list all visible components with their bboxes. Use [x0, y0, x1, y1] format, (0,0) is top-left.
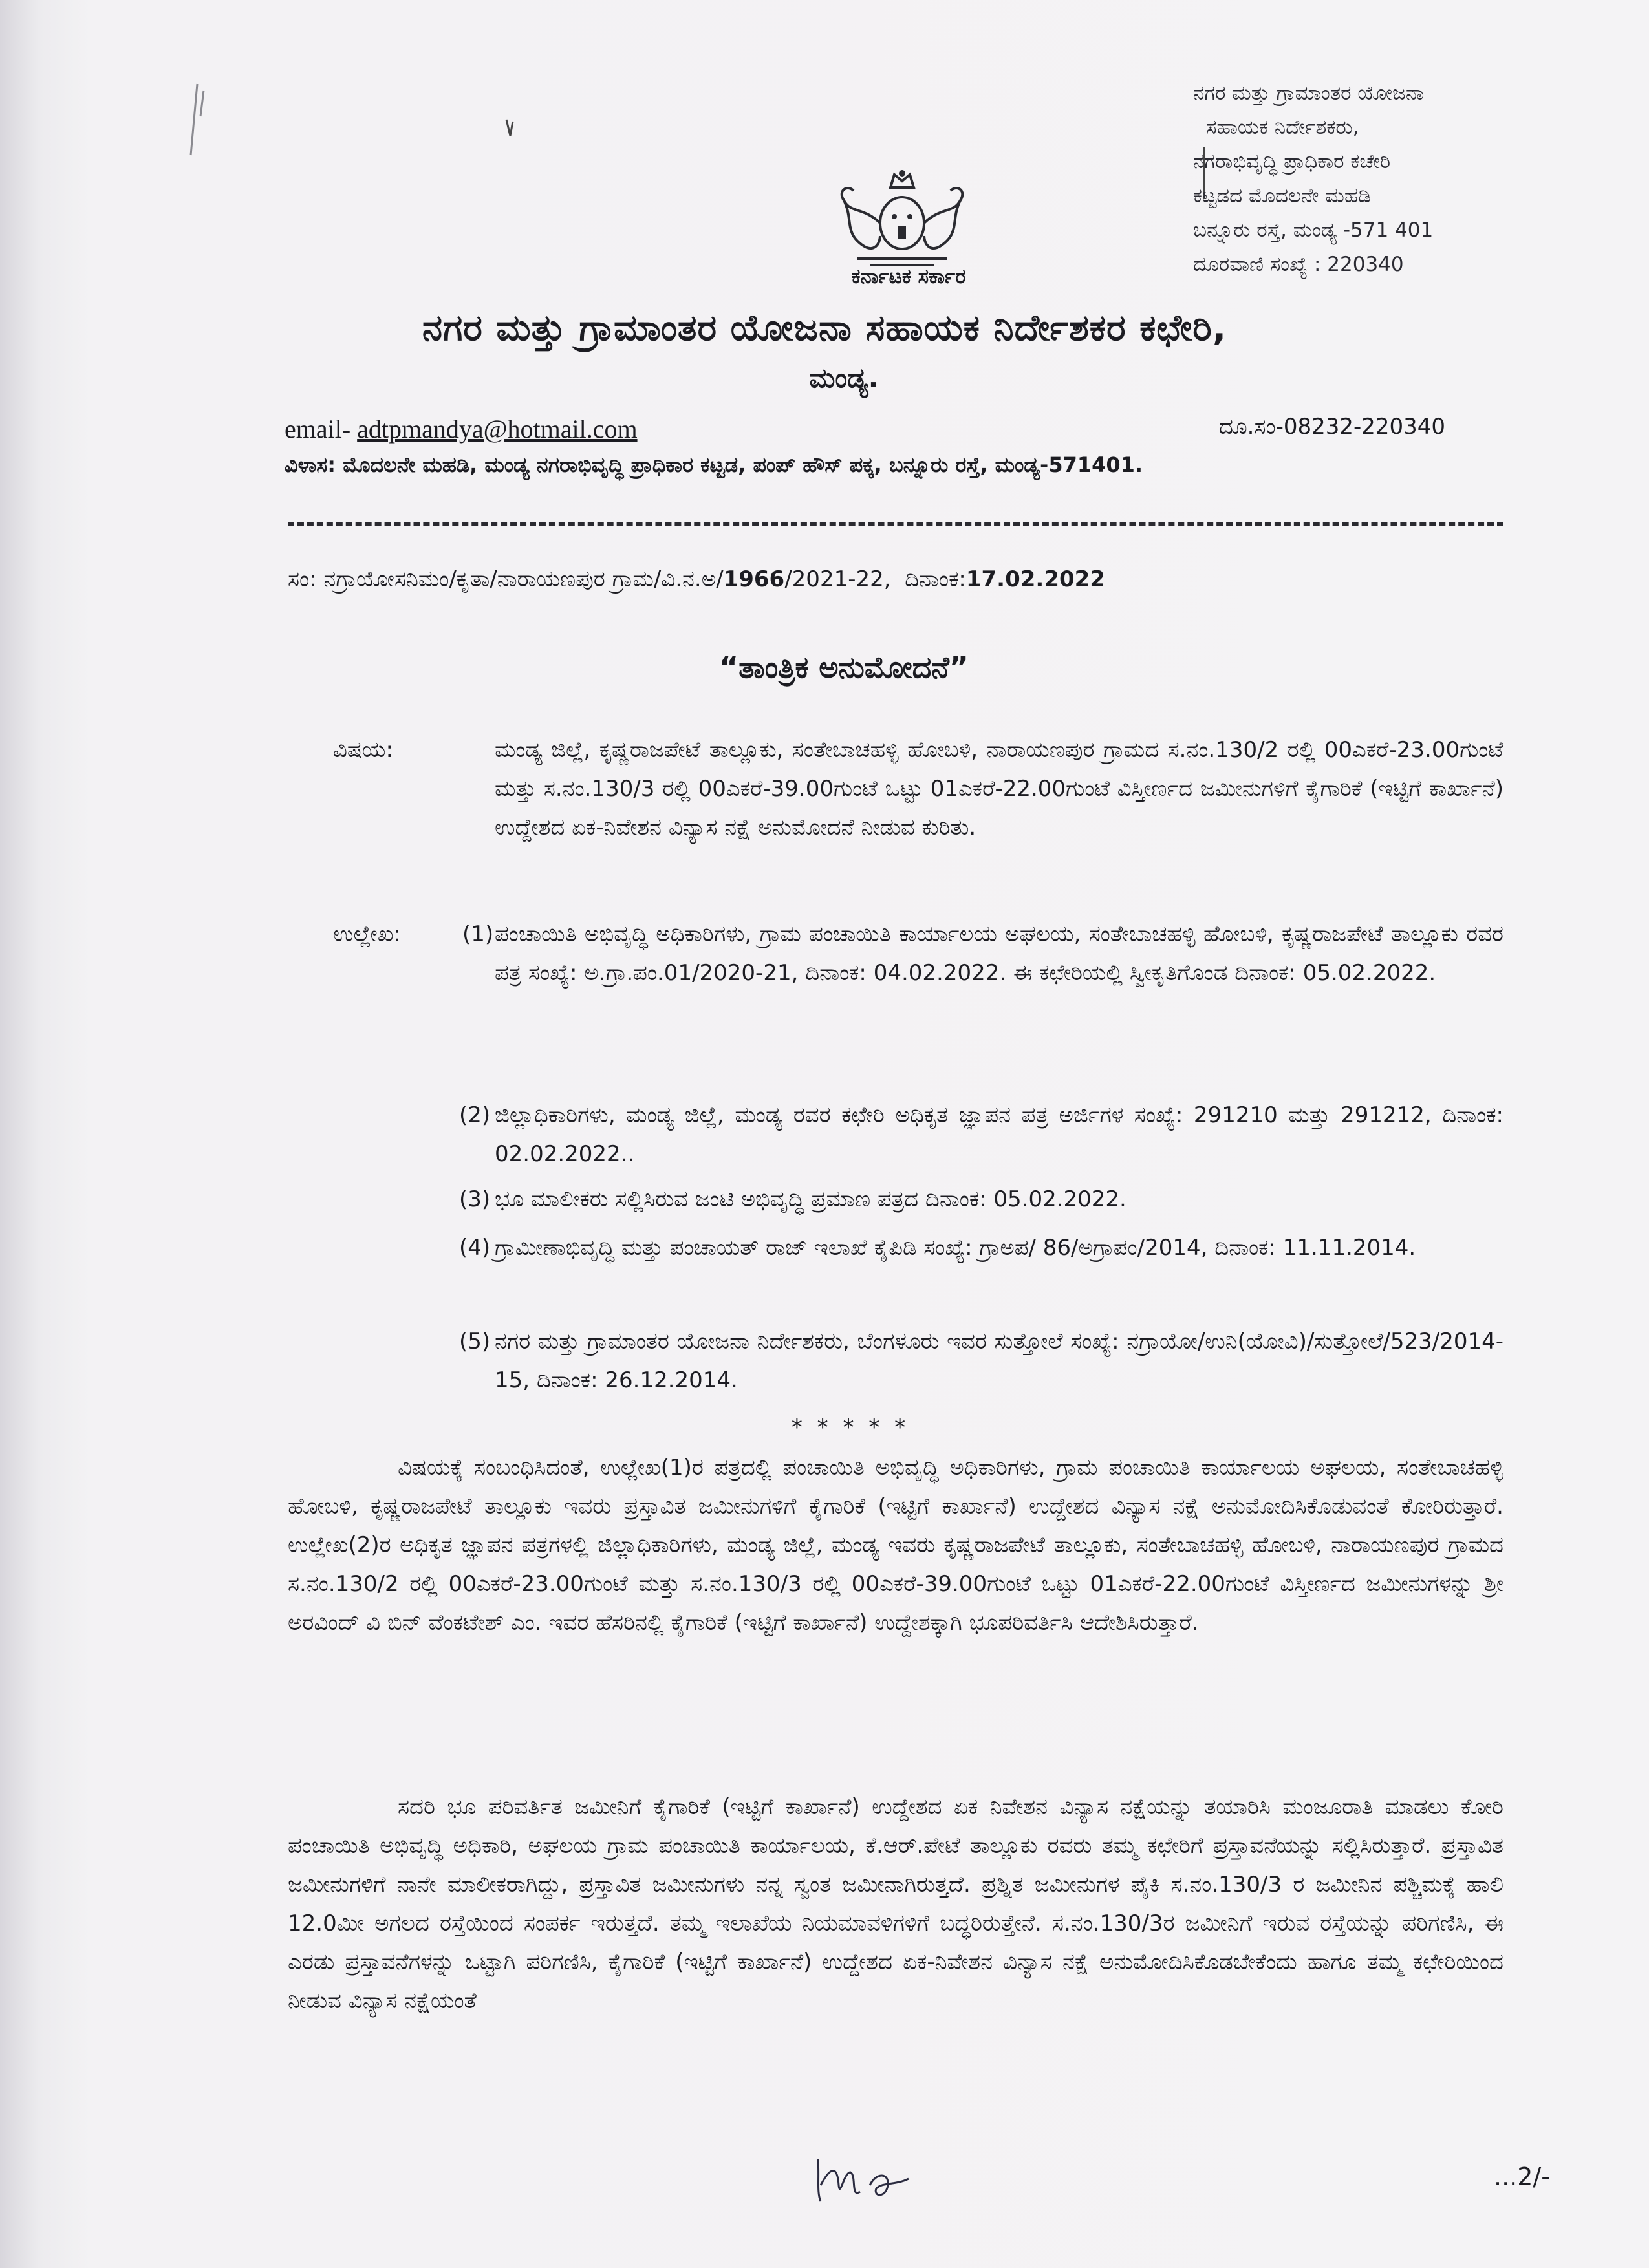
subject-label: ವಿಷಯ:: [333, 737, 393, 763]
stamp-line: ಸಹಾಯಕ ನಿರ್ದೇಶಕರು,: [1206, 116, 1359, 139]
ref-year: /2021-22,: [784, 566, 891, 592]
body-paragraph: ವಿಷಯಕ್ಕೆ ಸಂಬಂಧಿಸಿದಂತೆ, ಉಲ್ಲೇಖ(1)ರ ಪತ್ರದಲ್ಲಿ ಪಂಚಾಯಿತಿ ಅಭಿವೃದ್ಧಿ ಅಧಿಕಾರಿಗಳು, ಗ್ರಾಮ ಪಂಚಾಯಿತಿ ಕಾರ್ಯಾಲಯ ಅಘಲಯ, ಸಂತೇಬಾಚಹಳ್ಳಿ ಹೋಬಳಿ, ಕೃಷ್ಣರಾಜಪೇಟೆ ತಾಲ್ಲೂಕು ಇವರು ಪ್ರಸ್ತಾವಿತ ಜಮೀನುಗಳಿಗೆ ಕೈಗಾರಿಕೆ (ಇಟ್ಟಿಗೆ ಕಾರ್ಖಾನೆ) ಉದ್ದೇಶದ ವಿನ್ಯಾಸ ನಕ್ಷೆ ಅನುಮೋದಿಸಿಕೊಡುವಂತೆ ಕೋರಿರುತ್ತಾರೆ. ಉಲ್ಲೇಖ(2)ರ ಅಧಿಕೃತ ಜ್ಞಾಪನ ಪತ್ರಗಳಲ್ಲಿ ಜಿಲ್ಲಾಧಿಕಾರಿಗಳು, ಮಂಡ್ಯ ಜಿಲ್ಲೆ, ಮಂಡ್ಯ ಇವರು ಕೃಷ್ಣರಾಜಪೇಟೆ ತಾಲ್ಲೂಕು, ಸಂತೇಬಾಚಹಳ್ಳಿ ಹೋಬಳಿ, ನಾರಾಯಣಪುರ ಗ್ರಾಮದ ಸ.ನಂ.130/2 ರಲ್ಲಿ 00ಎಕರೆ-23.00ಗುಂಟೆ ಮತ್ತು ಸ.ನಂ.130/3 ರಲ್ಲಿ 00ಎಕರೆ-39.00ಗುಂಟೆ ಒಟ್ಟು 01ಎಕರೆ-22.00ಗುಂಟೆ ವಿಸ್ತೀರ್ಣದ ಜಮೀನುಗಳನ್ನು ಶ್ರೀ ಅರವಿಂದ್ ವಿ ಬಿನ್ ವೆಂಕಟೇಶ್ ಎಂ. ಇವರ ಹೆಸರಿನಲ್ಲಿ ಕೈಗಾರಿಕೆ (ಇಟ್ಟಿಗೆ ಕಾರ್ಖಾನೆ) ಉದ್ದೇಶಕ್ಕಾಗಿ ಭೂಪರಿವರ್ತಿಸಿ ಆದೇಶಿಸಿರುತ್ತಾರೆ.: [288, 1455, 1503, 1636]
reference-number: (4): [459, 1235, 491, 1261]
office-title: ನಗರ ಮತ್ತು ಗ್ರಾಮಾಂತರ ಯೋಜನಾ ಸಹಾಯಕ ನಿರ್ದೇಶಕರ ಕಛೇರಿ,: [422, 307, 1227, 349]
stamp-line: ನಗರಾಭಿವೃದ್ಧಿ ಪ್ರಾಧಿಕಾರ ಕಚೇರಿ: [1193, 150, 1391, 173]
reference-number: (5): [459, 1329, 491, 1354]
email-link[interactable]: adtpmandya@hotmail.com: [357, 414, 638, 444]
body-paragraph: ಸದರಿ ಭೂ ಪರಿವರ್ತಿತ ಜಮೀನಿಗೆ ಕೈಗಾರಿಕೆ (ಇಟ್ಟಿಗೆ ಕಾರ್ಖಾನೆ) ಉದ್ದೇಶದ ಏಕ ನಿವೇಶನ ವಿನ್ಯಾಸ ನಕ್ಷೆಯನ್ನು ತಯಾರಿಸಿ ಮಂಜೂರಾತಿ ಮಾಡಲು ಕೋರಿ ಪಂಚಾಯಿತಿ ಅಭಿವೃದ್ಧಿ ಅಧಿಕಾರಿ, ಅಘಲಯ ಗ್ರಾಮ ಪಂಚಾಯಿತಿ ಕಾರ್ಯಾಲಯ, ಕೆ.ಆರ್.ಪೇಟೆ ತಾಲ್ಲೂಕು ರವರು ತಮ್ಮ ಕಛೇರಿಗೆ ಪ್ರಸ್ತಾವನೆಯನ್ನು ಸಲ್ಲಿಸಿರುತ್ತಾರೆ. ಪ್ರಸ್ತಾವಿತ ಜಮೀನುಗಳಿಗೆ ನಾನೇ ಮಾಲೀಕರಾಗಿದ್ದು, ಪ್ರಸ್ತಾವಿತ ಜಮೀನುಗಳು ನನ್ನ ಸ್ವಂತ ಜಮೀನಾಗಿರುತ್ತದೆ. ಪ್ರಶ್ನಿತ ಜಮೀನುಗಳ ಪೈಕಿ ಸ.ನಂ.130/3 ರ ಜಮೀನಿನ ಪಶ್ಚಿಮಕ್ಕೆ ಹಾಲಿ 12.0ಮೀ ಅಗಲದ ರಸ್ತೆಯಿಂದ ಸಂಪರ್ಕ ಇರುತ್ತದೆ. ತಮ್ಮ ಇಲಾಖೆಯ ನಿಯಮಾವಳಿಗಳಿಗೆ ಬದ್ಧರಿರುತ್ತೇನೆ. ಸ.ನಂ.130/3ರ ಜಮೀನಿಗೆ ಇರುವ ರಸ್ತೆಯನ್ನು ಪರಿಗಣಿಸಿ, ಈ ಎರಡು ಪ್ರಸ್ತಾವನೆಗಳನ್ನು ಒಟ್ಟಾಗಿ ಪರಿಗಣಿಸಿ, ಕೈಗಾರಿಕೆ (ಇಟ್ಟಿಗೆ ಕಾರ್ಖಾನೆ) ಉದ್ದೇಶದ ಏಕ-ನಿವೇಶನ ವಿನ್ಯಾಸ ನಕ್ಷೆ ಅನುಮೋದಿಸಿಕೊಡಬೇಕೆಂದು ಹಾಗೂ ತಮ್ಮ ಕಛೇರಿಯಿಂದ ನೀಡುವ ವಿನ್ಯಾಸ ನಕ್ಷೆಯಂತೆ: [288, 1794, 1503, 2014]
subject-text: ಮಂಡ್ಯ ಜಿಲ್ಲೆ, ಕೃಷ್ಣರಾಜಪೇಟೆ ತಾಲ್ಲೂಕು, ಸಂತೇಬಾಚಹಳ್ಳಿ ಹೋಬಳಿ, ನಾರಾಯಣಪುರ ಗ್ರಾಮದ ಸ.ನಂ.130/2 ರಲ್ಲಿ 00ಎಕರೆ-23.00ಗುಂಟೆ ಮತ್ತು ಸ.ನಂ.130/3 ರಲ್ಲಿ 00ಎಕರೆ-39.00ಗುಂಟೆ ಒಟ್ಟು 01ಎಕರೆ-22.00ಗುಂಟೆ ವಿಸ್ತೀರ್ಣದ ಜಮೀನುಗಳಿಗೆ ಕೈಗಾರಿಕೆ (ಇಟ್ಟಿಗೆ ಕಾರ್ಖಾನೆ) ಉದ್ದೇಶದ ಏಕ-ನಿವೇಶನ ವಿನ್ಯಾಸ ನಕ್ಷೆ ಅನುಮೋದನೆ ನೀಡುವ ಕುರಿತು.: [495, 737, 1503, 840]
stamp-line: ಕಟ್ಟಡದ ಮೊದಲನೇ ಮಹಡಿ: [1193, 184, 1371, 208]
document-heading: “ತಾಂತ್ರಿಕ ಅನುಮೋದನೆ”: [718, 650, 969, 685]
date-value: 17.02.2022: [965, 566, 1105, 592]
ref-prefix: ಸಂ: ನಗ್ರಾಯೋಸನಿಮಂ/ಕೃತಾ/ನಾರಾಯಣಪುರ ಗ್ರಾಮ/ವಿ.ನ.ಅ/: [288, 566, 724, 592]
date-label: ದಿನಾಂಕ:: [905, 566, 966, 592]
section-separator-stars: * * * * *: [791, 1415, 910, 1440]
reference-line: [288, 566, 1105, 592]
page-continuation: ...2/-: [1494, 2163, 1550, 2191]
scan-mark-icon: [171, 78, 223, 162]
stamp-line: ದೂರವಾಣಿ ಸಂಖ್ಯೆ : 220340: [1193, 253, 1404, 276]
office-stamp: [1193, 76, 1607, 282]
stamp-line: ನಗರ ಮತ್ತು ಗ್ರಾಮಾಂತರ ಯೋಜನಾ: [1193, 81, 1425, 105]
email-label: email-: [285, 414, 358, 444]
office-city: ಮಂಡ್ಯ.: [809, 362, 879, 394]
reference-item: ಪಂಚಾಯಿತಿ ಅಭಿವೃದ್ಧಿ ಅಧಿಕಾರಿಗಳು, ಗ್ರಾಮ ಪಂಚಾಯಿತಿ ಕಾರ್ಯಾಲಯ ಅಘಲಯ, ಸಂತೇಬಾಚಹಳ್ಳಿ ಹೋಬಳಿ, ಕೃಷ್ಣರಾಜಪೇಟೆ ತಾಲ್ಲೂಕು ರವರ ಪತ್ರ ಸಂಖ್ಯೆ: ಅ.ಗ್ರಾ.ಪಂ.01/2020-21, ದಿನಾಂಕ: 04.02.2022. ಈ ಕಛೇರಿಯಲ್ಲಿ ಸ್ವೀಕೃತಿಗೊಂಡ ದಿನಾಂಕ: 05.02.2022.: [495, 921, 1503, 986]
emblem-caption: ಕರ್ನಾಟಕ ಸರ್ಕಾರ: [851, 265, 966, 288]
scan-mark-icon: [501, 116, 521, 142]
reference-number: (1): [462, 921, 494, 947]
stamp-line: ಬನ್ನೂರು ರಸ್ತೆ, ಮಂಡ್ಯ -571 401: [1193, 219, 1434, 242]
reference-item: ಜಿಲ್ಲಾಧಿಕಾರಿಗಳು, ಮಂಡ್ಯ ಜಿಲ್ಲೆ, ಮಂಡ್ಯ ರವರ ಕಛೇರಿ ಅಧಿಕೃತ ಜ್ಞಾಪನ ಪತ್ರ ಅರ್ಜಿಗಳ ಸಂಖ್ಯೆ: 291210 ಮತ್ತು 291212, ದಿನಾಂಕ: 02.02.2022..: [495, 1102, 1503, 1167]
reference-number: (2): [459, 1102, 491, 1128]
reference-item: ಭೂ ಮಾಲೀಕರು ಸಲ್ಲಿಸಿರುವ ಜಂಟಿ ಅಭಿವೃದ್ಧಿ ಪ್ರಮಾಣ ಪತ್ರದ ದಿನಾಂಕ: 05.02.2022.: [495, 1186, 1126, 1212]
signature-initials: [812, 2146, 915, 2211]
ref-number: 1966: [723, 566, 785, 592]
reference-item: ಗ್ರಾಮೀಣಾಭಿವೃದ್ಧಿ ಮತ್ತು ಪಂಚಾಯತ್ ರಾಜ್ ಇಲಾಖೆ ಕೈಪಿಡಿ ಸಂಖ್ಯೆ: ಗ್ರಾಅಪ/ 86/ಅಗ್ರಾಪಂ/2014, ದಿನಾಂಕ: 11.11.2014.: [495, 1235, 1416, 1261]
references-label: ಉಲ್ಲೇಖ:: [333, 921, 401, 947]
email-line: [285, 414, 638, 444]
office-address: ವಿಳಾಸ: ಮೊದಲನೇ ಮಹಡಿ, ಮಂಡ್ಯ ನಗರಾಭಿವೃದ್ಧಿ ಪ್ರಾಧಿಕಾರ ಕಟ್ಟಡ, ಪಂಪ್ ಹೌಸ್ ಪಕ್ಕ, ಬನ್ನೂರು ರಸ್ತೆ, ಮಂಡ್ಯ-571401.: [285, 453, 1143, 477]
phone-number: ದೂ.ಸಂ-08232-220340: [1219, 414, 1446, 440]
header-divider: [288, 522, 1503, 526]
reference-number: (3): [459, 1186, 491, 1212]
reference-item: ನಗರ ಮತ್ತು ಗ್ರಾಮಾಂತರ ಯೋಜನಾ ನಿರ್ದೇಶಕರು, ಬೆಂಗಳೂರು ಇವರ ಸುತ್ತೋಲೆ ಸಂಖ್ಯೆ: ನಗ್ರಾಯೋ/ಉನಿ(ಯೋವಿ)/ಸುತ್ತೋಲೆ/523/2014-15, ದಿನಾಂಕ: 26.12.2014.: [495, 1329, 1503, 1393]
state-emblem-icon: [818, 162, 986, 272]
